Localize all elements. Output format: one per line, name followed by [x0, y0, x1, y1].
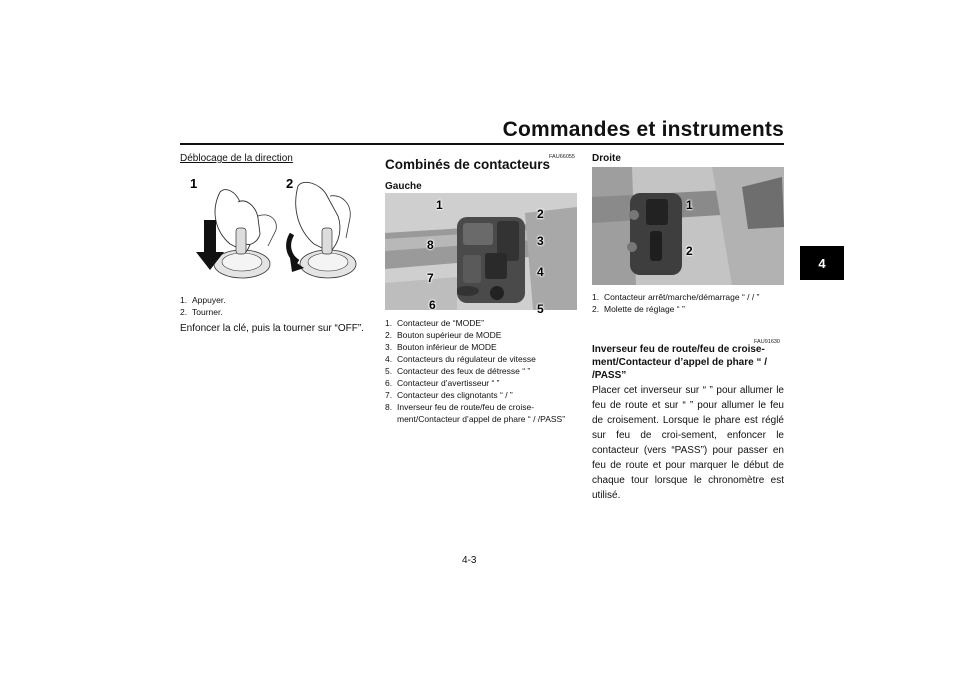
caption-item: 4. Contacteurs du régulateur de vitesse — [385, 354, 536, 364]
header-rule — [180, 143, 784, 145]
caption-item: 6. Contacteur d’avertisseur “ ” — [385, 378, 500, 388]
figure-label-1: 1 — [686, 198, 693, 212]
right-handlebar-switch-photo — [592, 167, 784, 285]
dimmer-switch-body: Placer cet inverseur sur “ ” pour allumer le feu de route et sur “ ” pour allumer le feu de croisement. Lorsque le phare est réglé sur feu de croi-sement, enfoncer le contacteur (vers “PASS”) pour passer en feu de route et pour marquer le début de chaque tour lorsque le chronomètre est utilisé. — [592, 385, 784, 501]
figure-label-4: 4 — [537, 265, 544, 279]
figure-label-6: 6 — [429, 298, 436, 312]
caption-item: 8. Inverseur feu de route/feu de croise-ment/Contacteur d’appel de phare “ / /PASS” — [385, 402, 566, 424]
left-handlebar-switch-photo — [385, 193, 577, 310]
caption-item: 5. Contacteur des feux de détresse “ ” — [385, 366, 531, 376]
steering-unlock-subheading: Déblocage de la direction — [180, 153, 293, 164]
figure-label-2: 2 — [686, 244, 693, 258]
steering-unlock-captions — [180, 294, 366, 318]
steering-unlock-figure — [180, 172, 366, 288]
dimmer-switch-heading: Inverseur feu de route/feu de croise-ment/Contacteur d’appel de phare “ / /PASS” — [592, 344, 768, 381]
figure-label-3: 3 — [537, 234, 544, 248]
figure-label-1: 1 — [190, 176, 198, 191]
figure-label-1: 1 — [436, 198, 443, 212]
right-switch-captions — [592, 291, 786, 315]
chapter-tab: 4 — [800, 246, 844, 280]
page-number: 4-3 — [462, 555, 477, 566]
left-switch-subheading: Gauche — [385, 181, 422, 192]
caption-item: 2. Tourner. — [180, 307, 223, 317]
figure-label-2: 2 — [286, 176, 294, 191]
page-header-title: Commandes et instruments — [502, 118, 784, 141]
caption-item: 1. Contacteur arrêt/marche/démarrage “ / / ” — [592, 292, 760, 302]
figure-label-7: 7 — [427, 271, 434, 285]
caption-item: 2. Bouton supérieur de MODE — [385, 330, 502, 340]
figure-label-5: 5 — [537, 302, 544, 316]
steering-unlock-body: Enfoncer la clé, puis la tourner sur “OFF”. — [180, 323, 364, 334]
ref-code: FAU91630 — [754, 339, 780, 345]
caption-item: 3. Bouton inférieur de MODE — [385, 342, 497, 352]
caption-item: 1. Contacteur de “MODE” — [385, 318, 484, 328]
left-switch-captions — [385, 317, 579, 425]
figure-label-2: 2 — [537, 207, 544, 221]
right-switch-subheading: Droite — [592, 153, 621, 164]
caption-item: 2. Molette de réglage “ ” — [592, 304, 685, 314]
section-heading: Combinés de contacteurs — [385, 157, 551, 172]
caption-item: 7. Contacteur des clignotants “ / ” — [385, 390, 513, 400]
ref-code: FAU66055 — [549, 154, 575, 160]
figure-label-8: 8 — [427, 238, 434, 252]
caption-item: 1. Appuyer. — [180, 295, 226, 305]
